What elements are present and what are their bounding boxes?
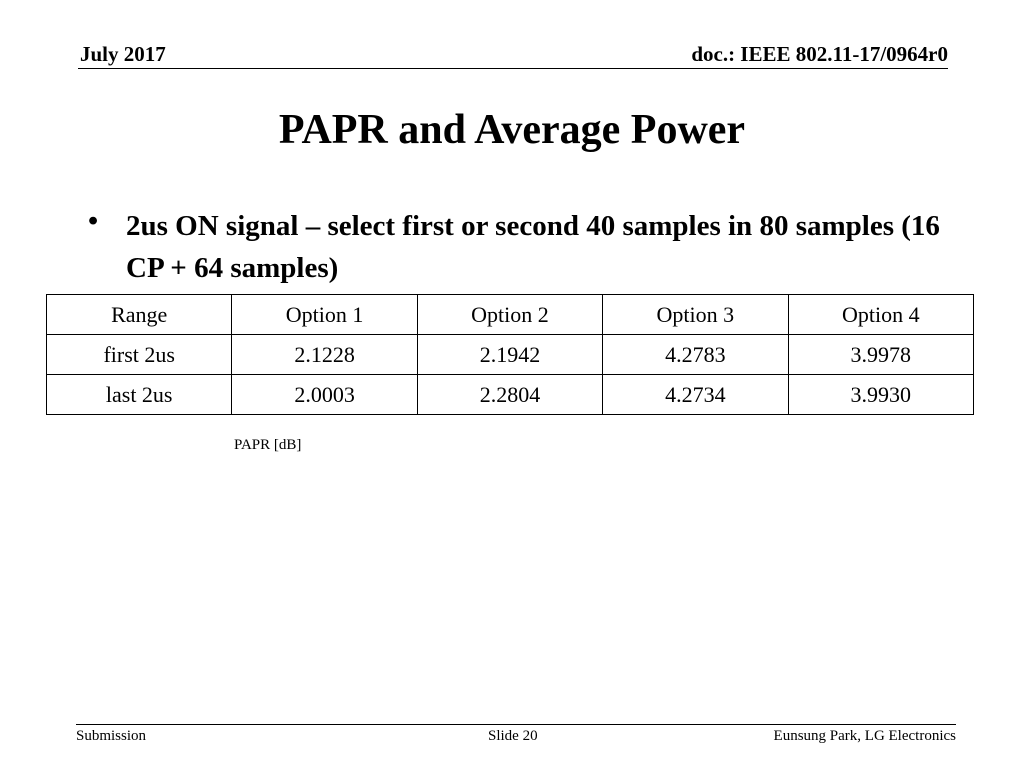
table-cell: 2.0003 xyxy=(232,375,417,415)
table-cell: 2.2804 xyxy=(417,375,602,415)
header-cell-range: Range xyxy=(47,295,232,335)
header-doc-id: doc.: IEEE 802.11-17/0964r0 xyxy=(691,42,948,66)
header-cell-option-3: Option 3 xyxy=(603,295,788,335)
footer-slide-number: Slide 20 xyxy=(488,728,538,744)
slide-title: PAPR and Average Power xyxy=(278,107,746,153)
table-cell: last 2us xyxy=(47,375,232,415)
papr-table xyxy=(46,294,974,415)
table-row xyxy=(47,375,974,415)
table-cell: 4.2734 xyxy=(603,375,788,415)
table-cell: first 2us xyxy=(47,335,232,375)
table-caption: PAPR [dB] xyxy=(234,437,302,453)
table-row xyxy=(47,335,974,375)
header-date: July 2017 xyxy=(80,42,166,66)
header-divider xyxy=(78,68,948,69)
table-cell: 2.1228 xyxy=(232,335,417,375)
footer-author: Eunsung Park, LG Electronics xyxy=(773,728,956,744)
footer-submission: Submission xyxy=(76,728,147,744)
header-cell-option-1: Option 1 xyxy=(232,295,417,335)
table-header-row xyxy=(47,295,974,335)
header-cell-option-2: Option 2 xyxy=(417,295,602,335)
table-cell: 2.1942 xyxy=(417,335,602,375)
table-cell: 3.9930 xyxy=(788,375,973,415)
header-cell-option-4: Option 4 xyxy=(788,295,973,335)
table-cell: 3.9978 xyxy=(788,335,973,375)
bullet-marker: • xyxy=(88,205,99,237)
bullet-text: 2us ON signal – select first or second 40 samples in 80 samples (16 CP + 64 samples) xyxy=(126,210,940,284)
footer-divider xyxy=(76,724,956,725)
table-cell: 4.2783 xyxy=(603,335,788,375)
